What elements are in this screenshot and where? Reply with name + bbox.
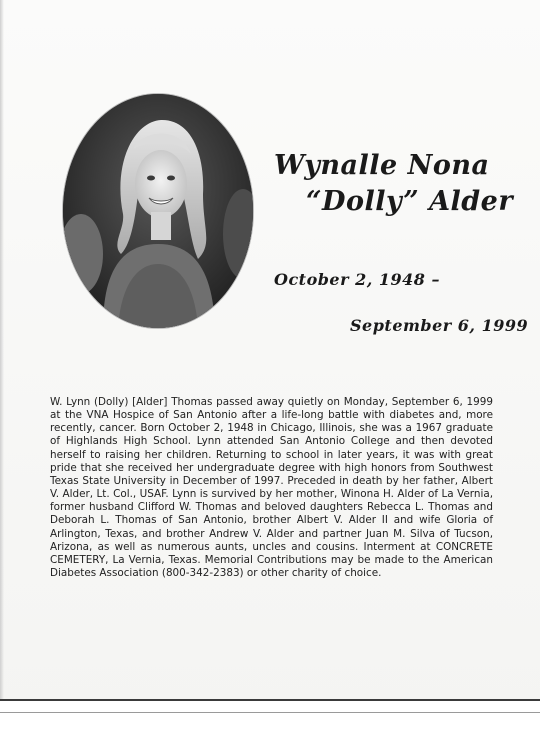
scan-edge-line-faint: [0, 712, 540, 713]
obituary-text: W. Lynn (Dolly) [Alder] Thomas passed away quietly on Monday, September 6, 1999 at the VNA Hospice of San Antonio after a life-long battle with diabetes and, more recently, cancer. Born October 2, 1948 in Chicago, Illinois, she was a 1967 graduate of Highlands High School. Lynn attended San Antonio College and then devoted herself to raising her children. Returning to school in later years, it was with great pride that she received her undergraduate degree with high honors from Southwest Texas State University in December of 1997. Preceded in death by her father, Albert V. Alder, Lt. Col., USAF. Lynn is survived by her mother, Winona H. Alder of La Vernia, former husband Clifford W. Thomas and beloved daughters Rebecca L. Thomas and Deborah L. Thomas of San Antonio, brother Albert V. Alder II and wife Gloria of Arlington, Texas, and brother Andrew V. Alder and partner Juan M. Silva of Tucson, Arizona, as well as numerous aunts, uncles and cousins. Interment at CONCRETE CEMETERY, La Vernia, Texas. Memorial Contributions may be made to the American Diabetes Association (800-342-2383) or other charity of choice.: [50, 396, 493, 580]
death-date: September 6, 1999: [350, 316, 529, 335]
scan-bottom-margin: [0, 700, 540, 743]
deceased-name-line2: “Dolly” Alder: [306, 186, 514, 217]
deceased-name-line1: Wynalle Nona: [274, 150, 490, 181]
scan-edge-shadow: [0, 0, 4, 700]
portrait-photo: [63, 94, 253, 328]
scan-edge-line: [0, 699, 540, 701]
birth-date: October 2, 1948 –: [274, 270, 440, 289]
